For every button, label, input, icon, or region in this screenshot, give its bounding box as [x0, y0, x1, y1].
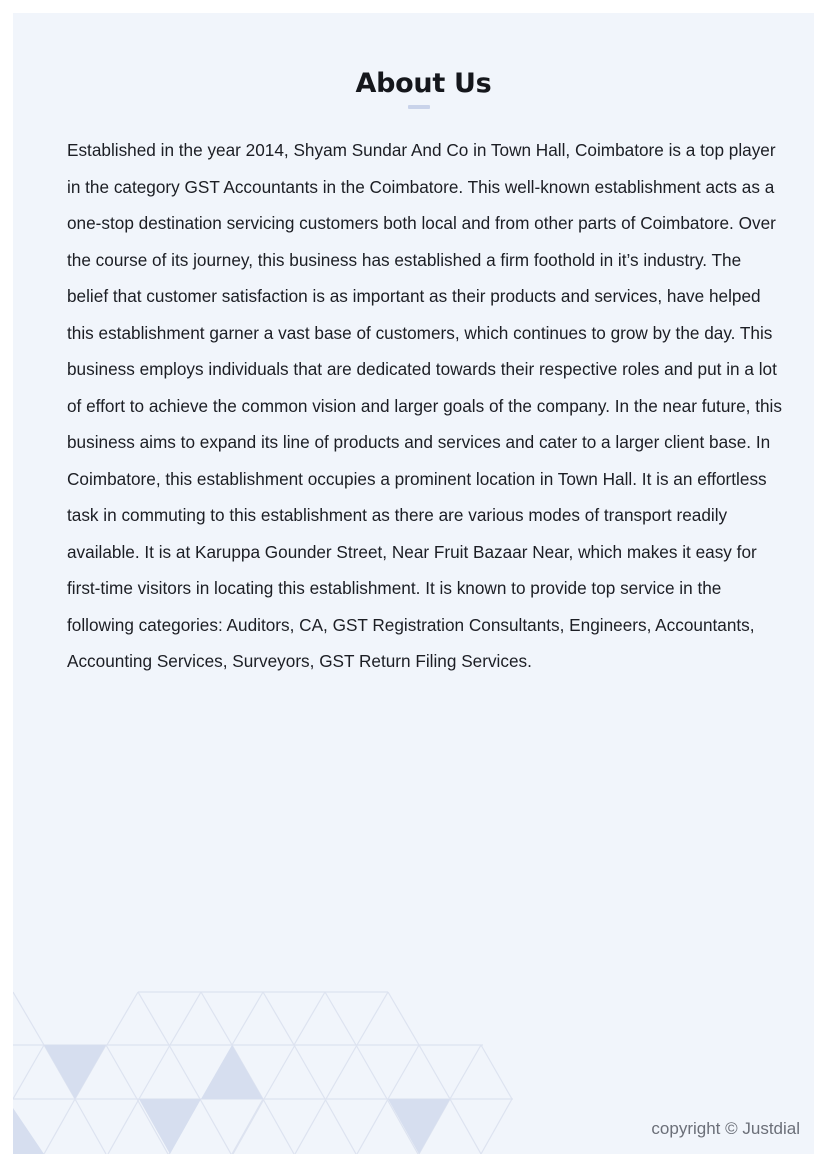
- about-page: [13, 13, 814, 1154]
- title-underline: [408, 105, 430, 109]
- about-body-text: Established in the year 2014, Shyam Sundar And Co in Town Hall, Coimbatore is a top player in the category GST Accountants in the Coimbatore. This well-known establishment acts as a one-stop destination servicing customers both local and from other parts of Coimbatore. Over the course of its journey, this business has established a firm foothold in it’s industry. The belief that customer satisfaction is as important as their products and services, have helped this establishment garner a vast base of customers, which continues to grow by the day. This business employs individuals that are dedicated towards their respective roles and put in a lot of effort to achieve the common vision and larger goals of the company. In the near future, this business aims to expand its line of products and services and cater to a larger client base. In Coimbatore, this establishment occupies a prominent location in Town Hall. It is an effortless task in commuting to this establishment as there are various modes of transport readily available. It is at Karuppa Gounder Street, Near Fruit Bazaar Near, which makes it easy for first-time visitors in locating this establishment. It is known to provide top service in the following categories: Auditors, CA, GST Registration Consultants, Engineers, Accountants, Accounting Services, Surveyors, GST Return Filing Services.: [67, 140, 782, 671]
- copyright-text: copyright © Justdial: [651, 1119, 800, 1138]
- page-title: About Us: [355, 68, 492, 99]
- triangle-pattern-decoration: [13, 988, 533, 1154]
